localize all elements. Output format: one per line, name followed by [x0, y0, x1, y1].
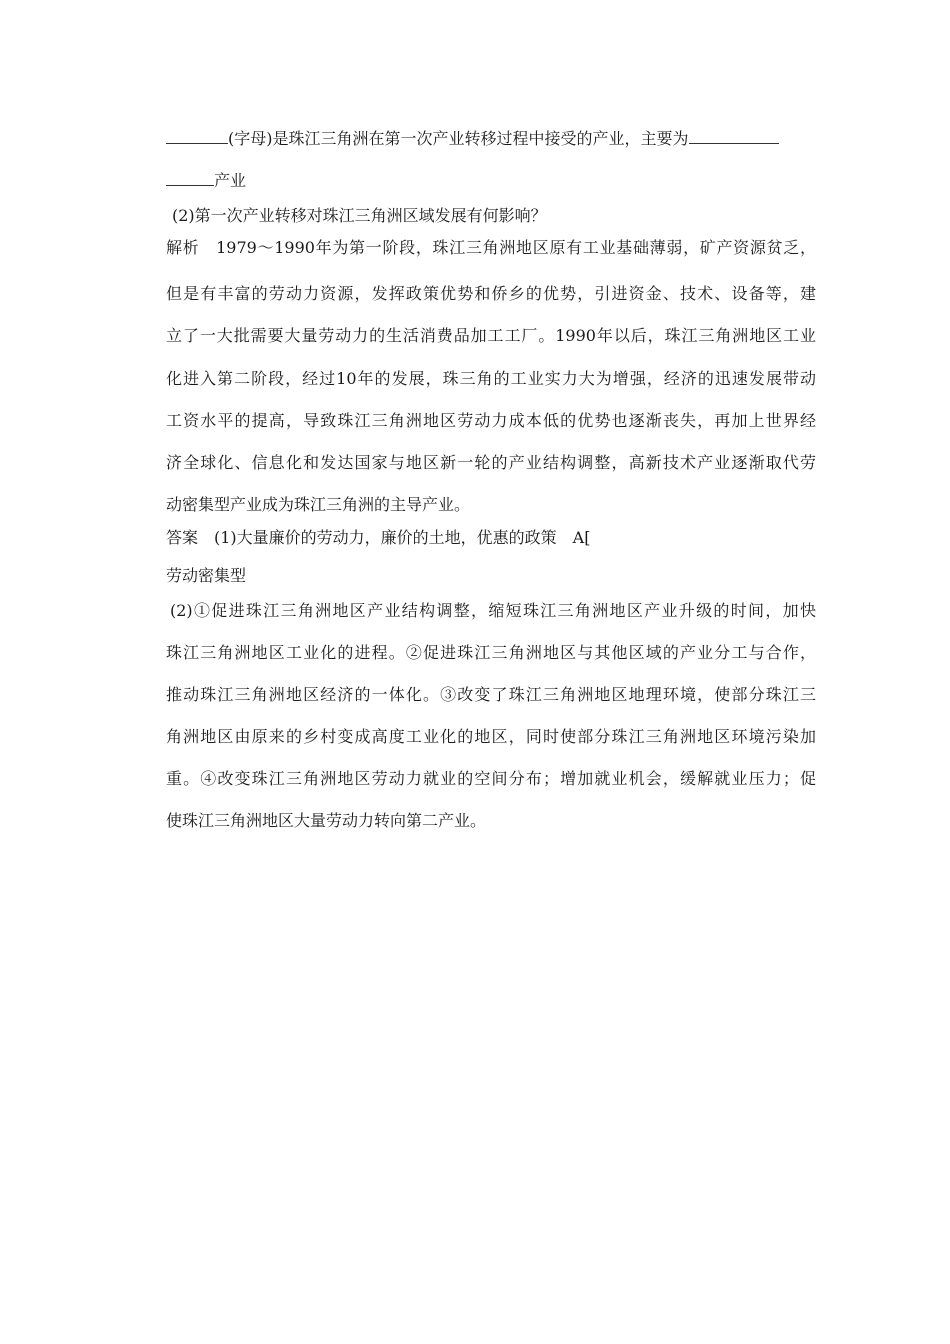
- analysis-line-4: 化进入第二阶段，经过10年的发展，珠三角的工业实力大为增强，经济的迅速发展带动: [166, 369, 816, 388]
- answer-blank-letter: [166, 128, 228, 144]
- answer-line-1: 答案 (1)大量廉价的劳动力，廉价的土地，优惠的政策 A[: [166, 528, 591, 547]
- question-line-1: [166, 128, 816, 149]
- analysis-line-3: 立了一大批需要大量劳动力的生活消费品加工工厂。1990年以后，珠江三角洲地区工业: [166, 326, 816, 345]
- analysis-line-5: 工资水平的提高，导致珠江三角洲地区劳动力成本低的优势也逐渐丧失，再加上世界经: [166, 411, 816, 430]
- analysis-line-7: 动密集型产业成为珠江三角洲的主导产业。: [166, 495, 471, 514]
- answer-2-line-1: (2)①促进珠江三角洲地区产业结构调整，缩短珠江三角洲地区产业升级的时间，加快: [170, 601, 816, 620]
- question-line-2: [166, 170, 816, 191]
- answer-2-line-5: 重。④改变珠江三角洲地区劳动力就业的空间分布；增加就业机会，缓解就业压力；促: [166, 769, 816, 788]
- analysis-line-1: 解析 1979～1990年为第一阶段，珠江三角洲地区原有工业基础薄弱，矿产资源贫乏，: [166, 238, 816, 257]
- question-1-text: (字母)是珠江三角洲在第一次产业转移过程中接受的产业，主要为: [228, 129, 689, 148]
- answer-blank-industry-end: [166, 170, 214, 186]
- answer-2-line-3: 推动珠江三角洲地区经济的一体化。③改变了珠江三角洲地区地理环境，使部分珠江三: [166, 685, 816, 704]
- analysis-line-6: 济全球化、信息化和发达国家与地区新一轮的产业结构调整，高新技术产业逐渐取代劳: [166, 453, 816, 472]
- analysis-line-2: 但是有丰富的劳动力资源，发挥政策优势和侨乡的优势，引进资金、技术、设备等，建: [166, 284, 816, 303]
- question-2-heading: (2)第一次产业转移对珠江三角洲区域发展有何影响？: [172, 206, 547, 225]
- answer-2-line-6: 使珠江三角洲地区大量劳动力转向第二产业。: [166, 811, 487, 830]
- answer-2-line-4: 角洲地区由原来的乡村变成高度工业化的地区，同时使部分珠江三角洲地区环境污染加: [166, 727, 816, 746]
- answer-2-line-2: 珠江三角洲地区工业化的进程。②促进珠江三角洲地区与其他区域的产业分工与合作，: [166, 643, 816, 662]
- question-2-text: 产业: [214, 171, 247, 190]
- answer-line-2: 劳动密集型: [166, 566, 247, 585]
- answer-blank-industry-start: [689, 128, 779, 144]
